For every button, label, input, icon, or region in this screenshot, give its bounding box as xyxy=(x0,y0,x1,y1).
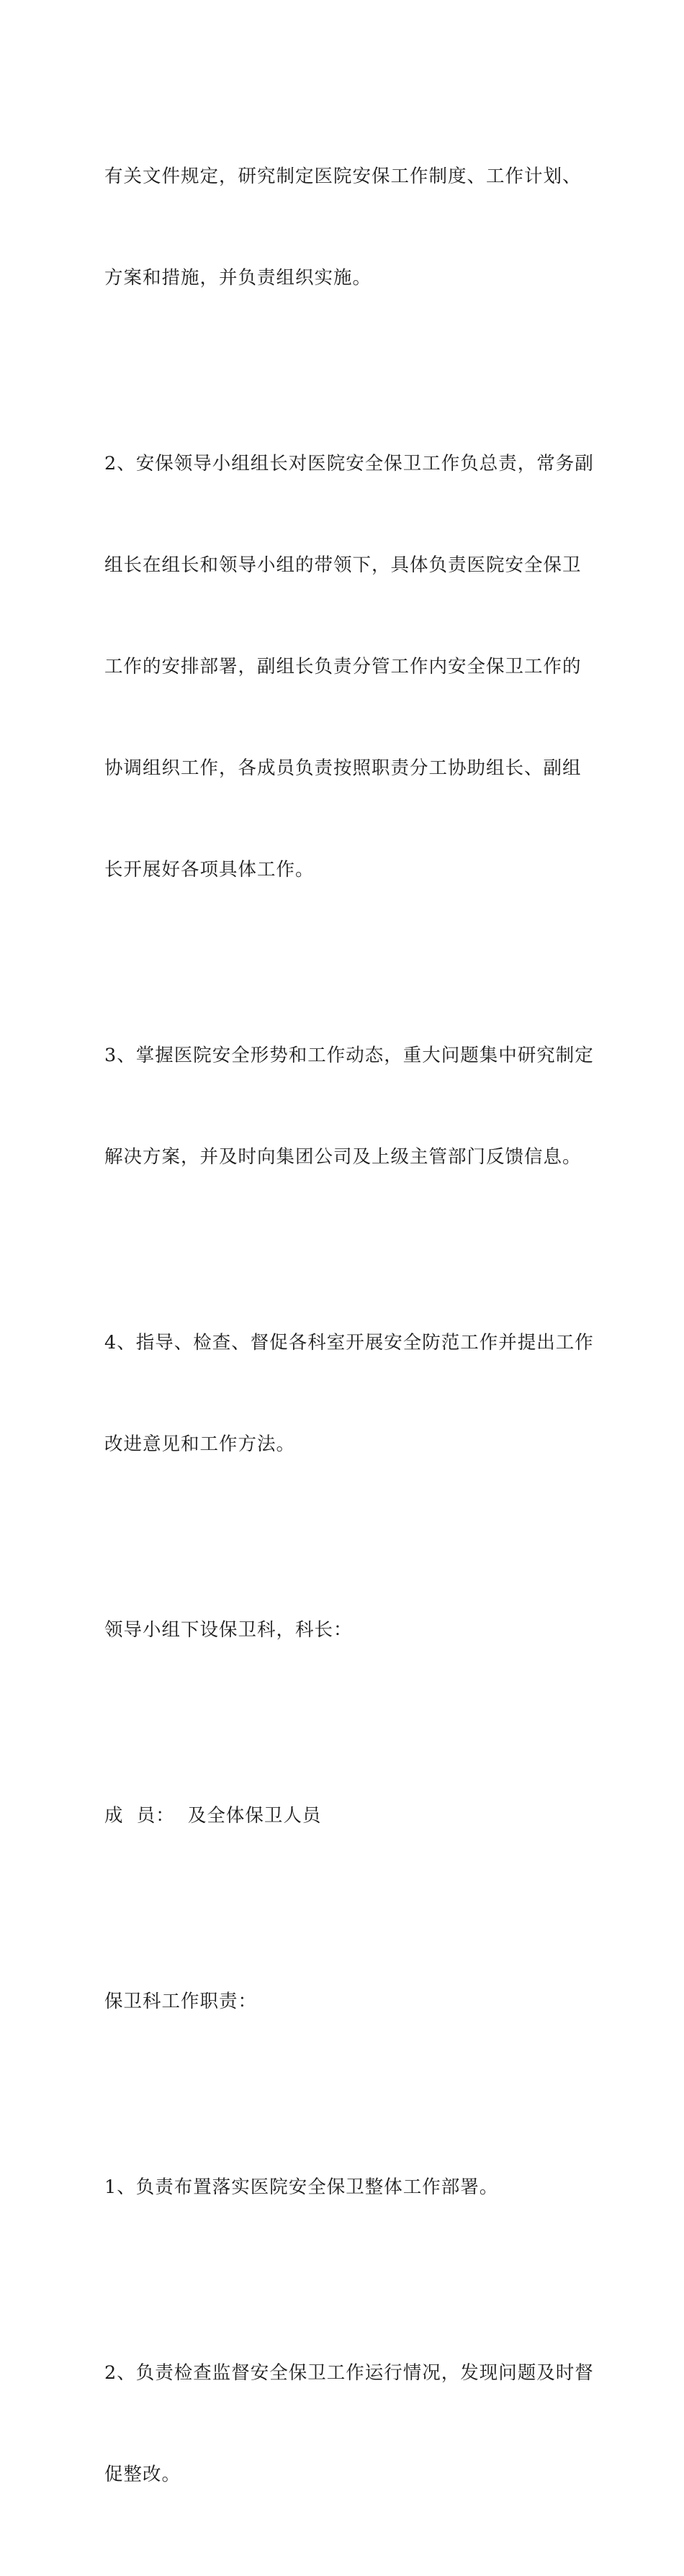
text-line: 成 员： 及全体保卫人员 xyxy=(104,1805,322,1827)
text-line: 领导小组下设保卫科，科长： xyxy=(104,1619,353,1641)
document-page xyxy=(104,92,594,2576)
text-line: 长开展好各项具体工作。 xyxy=(104,859,315,881)
text-line: 工作的安排部署，副组长负责分管工作内安全保卫工作的 xyxy=(104,656,582,677)
text-line: 协调组织工作，各成员负责按照职责分工协助组长、副组 xyxy=(104,757,582,779)
text-line: 4、指导、检查、督促各科室开展安全防范工作并提出工作 xyxy=(104,1332,594,1354)
paragraph-3 xyxy=(104,971,594,1242)
text-line: 组长在组长和领导小组的带领下，具体负责医院安全保卫 xyxy=(104,554,582,576)
text-line: 保卫科工作职责： xyxy=(104,1991,258,2012)
paragraph-6 xyxy=(104,1731,580,1901)
text-line: 3、掌握医院安全形势和工作动态，重大问题集中研究制定 xyxy=(104,1045,594,1066)
text-line: 解决方案，并及时向集团公司及上级主管部门反馈信息。 xyxy=(104,1146,582,1168)
paragraph-4 xyxy=(104,1258,594,1529)
paragraph-9 xyxy=(104,2289,594,2559)
text-line: 改进意见和工作方法。 xyxy=(104,1433,296,1455)
paragraph-8 xyxy=(104,2103,580,2272)
text-line: 促整改。 xyxy=(104,2464,181,2485)
text-line: 方案和措施，并负责组织实施。 xyxy=(104,267,372,289)
paragraph-5 xyxy=(104,1546,580,1715)
text-line: 2、安保领导小组组长对医院安全保卫工作负总责，常务副 xyxy=(104,453,594,474)
text-line: 有关文件规定，研究制定医院安保工作制度、工作计划、 xyxy=(104,166,582,187)
paragraph-7 xyxy=(104,1917,580,2086)
paragraph-1 xyxy=(104,92,580,363)
text-line: 1、负责布置落实医院安全保卫整体工作部署。 xyxy=(104,2176,499,2198)
paragraph-2 xyxy=(104,379,594,955)
text-line: 2、负责检查监督安全保卫工作运行情况，发现问题及时督 xyxy=(104,2362,594,2384)
